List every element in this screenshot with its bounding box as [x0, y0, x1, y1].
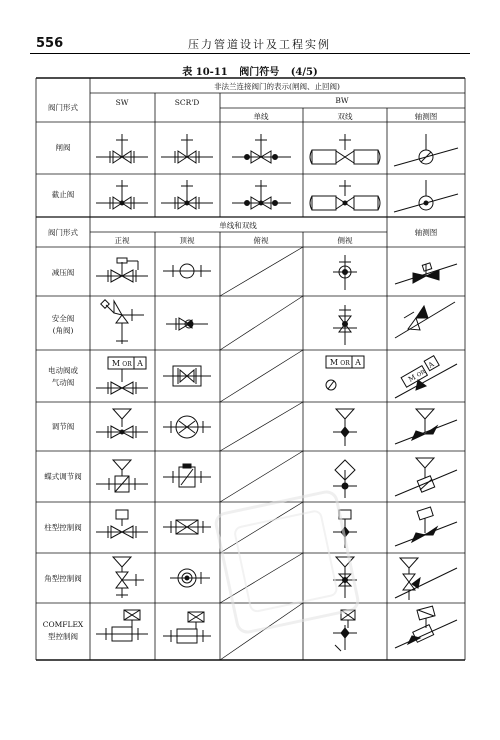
bw-double-line-header: 双线 — [337, 112, 353, 121]
row-label-control-valve: 调节阀 — [51, 422, 75, 431]
motor-front-symbol — [96, 357, 148, 394]
top-view-header: 顶视 — [179, 236, 195, 245]
actuator-or-label: OR — [340, 360, 350, 367]
butterfly-control-valve-icon — [96, 458, 457, 498]
butterfly-top-symbol — [163, 464, 211, 487]
motor-isometric-symbol — [395, 356, 457, 398]
safety-top-symbol — [166, 318, 208, 330]
angle-front-symbol — [113, 557, 144, 598]
section1-banner: 非法兰连接阀门的表示(闸阀、止回阀) — [214, 82, 340, 91]
cylinder-isometric-symbol — [395, 507, 457, 546]
watermark-seal — [212, 488, 361, 635]
gate-valve-isometric-symbol — [394, 134, 458, 166]
actuator-a-label: A — [355, 358, 361, 367]
row-label-angle-control: 角型控制阀 — [44, 574, 82, 583]
isometric-header: 轴测图 — [414, 228, 438, 237]
control-isometric-symbol — [395, 409, 457, 444]
cylinder-top-symbol — [163, 520, 211, 534]
running-head: 压力管道设计及工程实例 — [188, 38, 331, 51]
butterfly-front-symbol — [96, 460, 148, 492]
sw-header: SW — [115, 98, 129, 107]
motor-top-symbol — [163, 366, 211, 386]
globe-valve-sw-symbol — [96, 180, 148, 209]
control-top-symbol — [163, 416, 211, 438]
control-valve-icon — [96, 409, 457, 446]
safety-front-symbol — [101, 300, 144, 344]
angle-top-symbol — [170, 569, 210, 587]
comflex-side-symbol — [333, 610, 357, 651]
actuator-m-label: M — [329, 358, 339, 367]
row-label-pressure-reducing: 减压阀 — [51, 268, 75, 277]
bw-single-line-header: 单线 — [253, 112, 269, 121]
scrd-header: SCR'D — [174, 98, 200, 107]
pressure-reducing-valve-icon — [96, 255, 457, 290]
row-label-motor-valve: 电动阀或 — [48, 366, 78, 375]
control-front-symbol — [96, 409, 148, 438]
comflex-front-symbol — [96, 610, 148, 641]
gate-valve-sw-symbol — [96, 134, 148, 163]
motor-operated-valve-icon — [96, 356, 457, 398]
section2-banner: 单线和双线 — [219, 221, 257, 230]
comflex-isometric-symbol — [395, 606, 457, 648]
gate-valve-bw-double-symbol — [310, 134, 380, 164]
row-label-globe-valve: 截止阀 — [51, 190, 75, 199]
angle-isometric-symbol — [395, 558, 457, 600]
bw-header: BW — [335, 96, 349, 105]
actuator-a-label: A — [137, 359, 143, 368]
row-label-cylinder-control: 柱型控制阀 — [44, 523, 82, 532]
section2-form-header: 阀门形式 — [48, 228, 78, 237]
gate-valve-icon — [96, 134, 458, 166]
prv-top-symbol — [163, 264, 211, 278]
actuator-or-label: OR — [122, 361, 132, 368]
row-label-safety-valve: 安全阀 — [51, 314, 75, 323]
motor-side-symbol — [326, 356, 364, 390]
actuator-m-label: M — [111, 359, 121, 368]
butterfly-isometric-symbol — [395, 458, 457, 496]
row-label-comflex: COMFLEX — [42, 620, 84, 629]
side-view-header: 侧视 — [337, 236, 353, 245]
actuator-a-label: A — [427, 360, 436, 370]
table-number: 表 10-11 — [182, 67, 228, 78]
butterfly-side-symbol — [333, 460, 357, 498]
section1-form-header: 阀门形式 — [48, 103, 78, 112]
row-label-comflex-sub: 型控制阀 — [48, 632, 78, 641]
safety-isometric-symbol — [395, 302, 455, 338]
control-side-symbol — [333, 409, 357, 446]
gate-valve-scrd-symbol — [161, 134, 213, 163]
globe-valve-bw-single-symbol — [232, 180, 291, 209]
row-label-motor-valve-sub: 气动阀 — [51, 378, 75, 387]
row-label-butterfly-control: 蝶式调节阀 — [44, 472, 82, 481]
actuator-m-label: M — [407, 373, 418, 384]
cylinder-front-symbol — [96, 510, 148, 538]
safety-side-symbol — [333, 305, 357, 345]
prv-front-symbol — [96, 258, 148, 282]
front-view-header: 正视 — [114, 236, 130, 245]
plan-view-header: 俯视 — [253, 236, 269, 245]
table-part: (4/5) — [290, 67, 318, 78]
globe-valve-icon — [96, 180, 458, 212]
globe-valve-scrd-symbol — [161, 180, 213, 209]
globe-valve-bw-double-symbol — [310, 180, 380, 210]
page-number: 556 — [36, 36, 64, 51]
table-title: 阀门符号 — [239, 67, 280, 78]
comflex-top-symbol — [163, 612, 211, 643]
gate-valve-bw-single-symbol — [232, 134, 291, 163]
bw-isometric-header: 轴测图 — [414, 112, 438, 121]
actuator-or-label: OR — [416, 369, 427, 379]
row-label-safety-valve-sub: (角阀) — [52, 326, 74, 335]
row-label-gate-valve: 闸阀 — [55, 143, 71, 152]
safety-valve-icon — [101, 300, 455, 345]
prv-isometric-symbol — [395, 263, 457, 284]
globe-valve-isometric-symbol — [394, 180, 458, 212]
prv-side-symbol — [333, 255, 357, 290]
